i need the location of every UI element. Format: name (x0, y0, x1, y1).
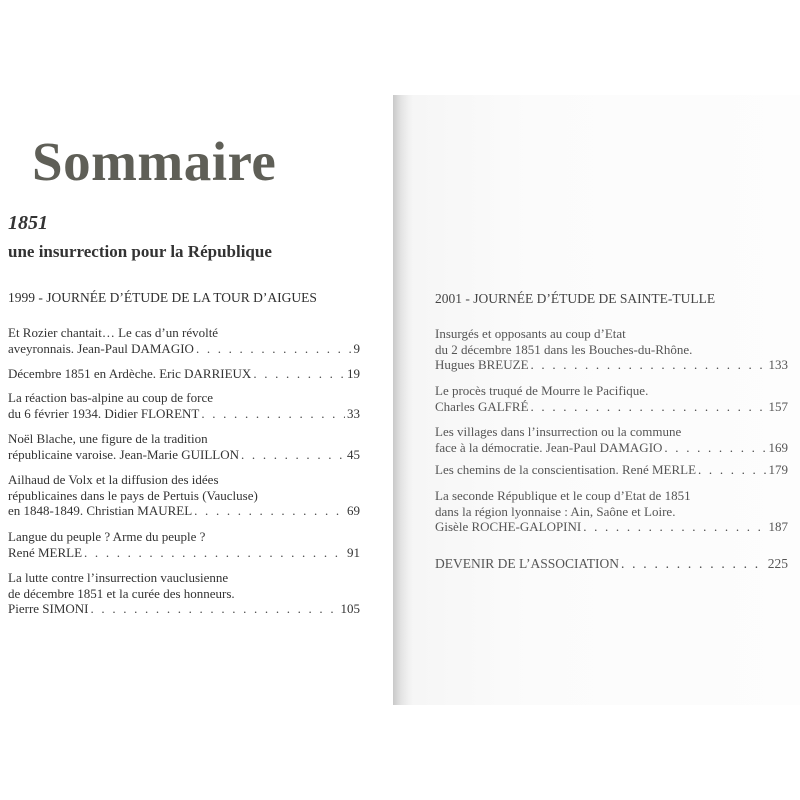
toc-entry-line: Noël Blache, une figure de la tradition (8, 431, 208, 446)
toc-entry (8, 366, 360, 382)
toc-entry-line: dans la région lyonnaise : Ain, Saône et Loire. (435, 503, 676, 519)
leader-dots (531, 399, 767, 415)
section-heading-1999: 1999 - JOURNÉE D’ÉTUDE DE LA TOUR D’AIGUES (8, 290, 317, 305)
toc-entry-line: La seconde République et le coup d’Etat de 1851 (435, 488, 691, 503)
toc-entry-page: 105 (340, 601, 360, 617)
association-label: DEVENIR DE L’ASSOCIATION (435, 556, 619, 571)
leader-dots (194, 503, 345, 519)
toc-entry-line: Le procès truqué de Mourre le Pacifique. (435, 383, 649, 398)
toc-entry-line: de décembre 1851 et la curée des honneurs. (8, 585, 235, 601)
leader-dots (698, 462, 766, 478)
toc-entry-association (435, 556, 788, 572)
toc-entry-author: Hugues BREUZE (435, 357, 529, 373)
toc-entry-author: républicaine varoise. Jean-Marie GUILLON (8, 446, 240, 462)
toc-entry-page: 169 (768, 439, 788, 455)
toc-entry (8, 431, 360, 462)
leader-dots (91, 601, 339, 617)
toc-entry-line: La réaction bas-alpine au coup de force (8, 390, 214, 405)
toc-entry-author: face à la démocratie. Jean-Paul DAMAGIO (435, 439, 663, 455)
toc-entry-line: Et Rozier chantait… Le cas d’un révolté (8, 325, 219, 340)
leader-dots (201, 406, 345, 422)
leader-dots (196, 341, 352, 357)
subtitle-text: une insurrection pour la République (8, 242, 272, 261)
toc-entry-page: 33 (347, 405, 360, 421)
toc-entry-author: Décembre 1851 en Ardèche. Eric DARRIEUX (8, 366, 252, 381)
toc-entry-line: La lutte contre l’insurrection vauclusienne (8, 570, 229, 585)
toc-entry (435, 383, 788, 414)
toc-entry-page: 69 (347, 503, 360, 519)
toc-entry (435, 424, 788, 455)
leader-dots (84, 545, 345, 561)
toc-entry-page: 9 (353, 340, 360, 356)
toc-entry-page: 19 (347, 366, 360, 381)
toc-entry (8, 472, 360, 519)
toc-entry-author: Charles GALFRÉ (435, 398, 529, 414)
toc-entry-author: en 1848-1849. Christian MAUREL (8, 503, 193, 519)
leader-dots (583, 519, 766, 535)
toc-entry-page: 45 (347, 446, 360, 462)
toc-entry-line: Ailhaud de Volx et la diffusion des idées (8, 472, 219, 487)
association-page: 225 (767, 556, 788, 571)
book-gutter (393, 95, 415, 705)
toc-entry-page: 133 (768, 357, 788, 373)
toc-entry-line: Langue du peuple ? Arme du peuple ? (8, 529, 206, 544)
leader-dots (253, 366, 345, 382)
toc-entry-page: 91 (347, 544, 360, 560)
toc-entry-line: Les villages dans l’insurrection ou la commune (435, 424, 682, 439)
subtitle-year: 1851 (8, 212, 48, 234)
leader-dots (621, 556, 766, 572)
leader-dots (531, 357, 767, 373)
toc-entry-line: républicaines dans le pays de Pertuis (Vaucluse) (8, 487, 258, 503)
toc-entry (8, 390, 360, 421)
toc-entry-line: Insurgés et opposants au coup d’Etat (435, 326, 626, 341)
toc-entry-page: 187 (768, 519, 788, 535)
toc-entry (435, 326, 788, 373)
toc-entry-author: aveyronnais. Jean-Paul DAMAGIO (8, 340, 194, 356)
leader-dots (241, 447, 345, 463)
toc-entry (8, 570, 360, 617)
toc-entry-author: Les chemins de la conscientisation. René MERLE (435, 462, 697, 477)
toc-entry-author: Gisèle ROCHE-GALOPINI (435, 519, 582, 535)
section-heading-2001: 2001 - JOURNÉE D’ÉTUDE DE SAINTE-TULLE (435, 291, 716, 306)
leader-dots (664, 440, 766, 456)
toc-entry (8, 325, 360, 356)
toc-entry-page: 179 (768, 462, 788, 477)
toc-entry-author: René MERLE (8, 544, 83, 560)
toc-entry-line: du 2 décembre 1851 dans les Bouches-du-Rhône. (435, 341, 693, 357)
toc-entry (435, 462, 788, 478)
toc-entry (8, 529, 360, 560)
toc-entry (435, 488, 788, 535)
toc-entry-author: Pierre SIMONI (8, 601, 89, 617)
page-title: Sommaire (32, 131, 277, 192)
toc-entry-page: 157 (768, 398, 788, 414)
toc-entry-author: du 6 février 1934. Didier FLORENT (8, 405, 200, 421)
